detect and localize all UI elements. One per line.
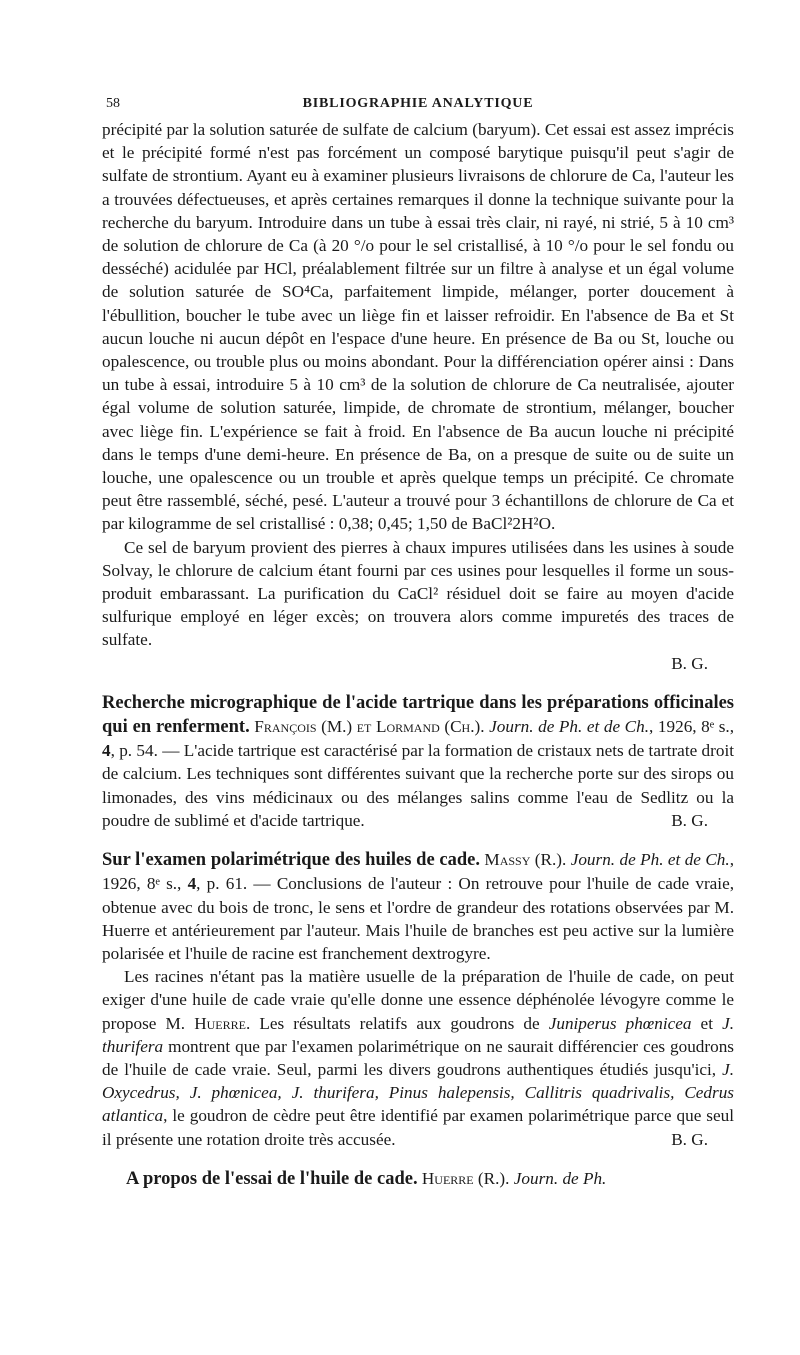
abstract-title: Recherche micrographique de l'acide tartrique dans les préparations officinales qui en renferment. [102,692,734,738]
running-head [102,92,734,114]
abstract-title: A propos de l'essai de l'huile de cade. [126,1168,418,1189]
running-title: BIBLIOGRAPHIE ANALYTIQUE [302,96,534,111]
author-mention: Huerre [194,1013,246,1033]
abstract-ref: , 1926, 8ᵉ s., [102,850,734,894]
abstract-authors: Massy (R.). [484,850,567,870]
abstract-journal: Journ. de Ph. [513,1168,607,1188]
abstract-essai-cade [102,1167,734,1191]
abstract-pages: , p. 54. — [110,741,180,761]
abstract-body: Conclusions de l'auteur : On retrouve pour l'huile de cade vraie, obtenue avec du bois de tronc, le sens et l'ordre de grandeur des rotations observées par M. Huerre et antérieurement par l'auteur. Mais l'huile de branches est peu active sur la lumière polarisée et l'huile de racine est franchement dextrogyre. [102,874,734,963]
signature: B. G. [671,810,708,830]
abstract-paragraph-2: Les racines n'étant pas la matière usuelle de la préparation de l'huile de cade, on peut exiger d'une huile de cade vraie qu'elle donne une essence déphénolée lévogyre comme le propose M. Huerre. Les résultats relatifs aux goudrons de Juniperus phœnicea et J. thurifera montrent que par l'examen polarimétrique on ne saurait différencier ces goudrons de l'huile de cade vraie. Seul, parmi les divers goudrons authentiques étudiés jusqu'ici, J. Oxycedrus, J. phœnicea, J. thurifera, Pinus halepensis, Callitris quadrivalis, Cedrus atlantica, le goudron de cèdre peut être identifié par examen polarimétrique parce que seul il présente une rotation droite très accusée. B. G. [102,965,734,1151]
abstract-journal: Journ. de Ph. et de Ch. [489,717,650,737]
signature: B. G. [671,653,708,673]
abstract-body: L'acide tartrique est caractérisé par la formation de cristaux nets de tartrate droit de calcium. Les techniques sont différentes suivant que la recherche porte sur des sirops ou limonades, des vins médicinaux ou des mélanges salins comme l'eau de Sedlitz ou la poudre de sublimé et d'acide tartrique. [102,741,735,830]
species-name: Juniperus phœnicea [548,1013,692,1033]
page-number: 58 [106,96,120,111]
abstract-volume: 4 [187,874,197,894]
document-page [102,92,734,1191]
abstract-authors: François (M.) et Lormand (Ch.). [254,717,485,737]
abstract-authors: Huerre (R.). [421,1168,510,1188]
abstract-title: Sur l'examen polarimétrique des huiles de cade. [102,850,480,871]
abstract-pages: , p. 61. — [196,874,271,894]
species-list: J. Oxycedrus, J. phœnicea, J. thurifera, Pinus halepensis, Callitris quadrivalis, Cedrus atlantica [102,1059,734,1126]
signature: B. G. [671,1129,708,1149]
continuation-paragraph: précipité par la solution saturée de sulfate de calcium (baryum). Cet essai est assez imprécis et le précipité formé n'est pas forcément un composé barytique puisqu'il peut s'agir de sulfate de strontium. Ayant eu à examiner plusieurs livraisons de chlorure de Ca, l'auteur les a trouvées défectueuses, et après certaines remarques il donne la technique suivante pour la recherche du baryum. Introduire dans un tube à essai très clair, ni rayé, ni strié, 5 à 10 cm³ de solution de chlorure de Ca (à 20 °/o pour le sel cristallisé, à 10 °/o pour le sel fondu ou desséché) acidulée par HCl, préalablement filtrée sur un filtre à analyse et un égal volume de solution saturée de SO⁴Ca, parfaitement limpide, mélanger, porter doucement à l'ébullition, boucher le tube avec un liège fin et laisser refroidir. En l'absence de Ba et St aucun louche ni aucun dépôt en l'espace d'une heure. En présence de Ba ou St, louche ou opalescence, ou trouble plus ou moins abondant. Pour la différenciation opérer ainsi : Dans un tube à essai, introduire 5 à 10 cm³ de la solution de chlorure de Ca neutralisée, ajouter égal volume de solution saturée, limpide, de chromate de strontium, mélanger, boucher avec liège fin. L'expérience se fait à froid. En l'absence de Ba aucun louche ni précipité dans le temps d'une demi-heure. En présence de Ba, on a presque de suite ou de suite un louche, une opalescence ou un trouble et après quelque temps un précipité. Ce chromate peut être rassemblé, séché, pesé. L'auteur a trouvé pour 3 échantillons de chlorure de Ca et par kilogramme de sel cristallisé : 0,38; 0,45; 1,50 de BaCl²2H²O. [102,120,734,534]
abstract-journal: Journ. de Ph. et de Ch. [570,850,730,870]
continuation-paragraph-2: Ce sel de baryum provient des pierres à chaux impures utilisées dans les usines à soude Solvay, le chlorure de calcium étant fourni par ces usines pour lesquelles il forme un sous-produit embarassant. La purification du CaCl² résiduel doit se faire au moyen d'acide sulfurique employé en léger excès; on trouvera alors comme impuretés des traces de sulfate. [102,537,734,650]
abstract-tartrique [102,691,734,832]
abstract-polarimetrique [102,848,734,1151]
species-name: J. thurifera [102,1013,734,1056]
abstract-ref: , 1926, 8ᵉ s., [649,717,735,737]
abstract-volume: 4 [102,741,111,761]
